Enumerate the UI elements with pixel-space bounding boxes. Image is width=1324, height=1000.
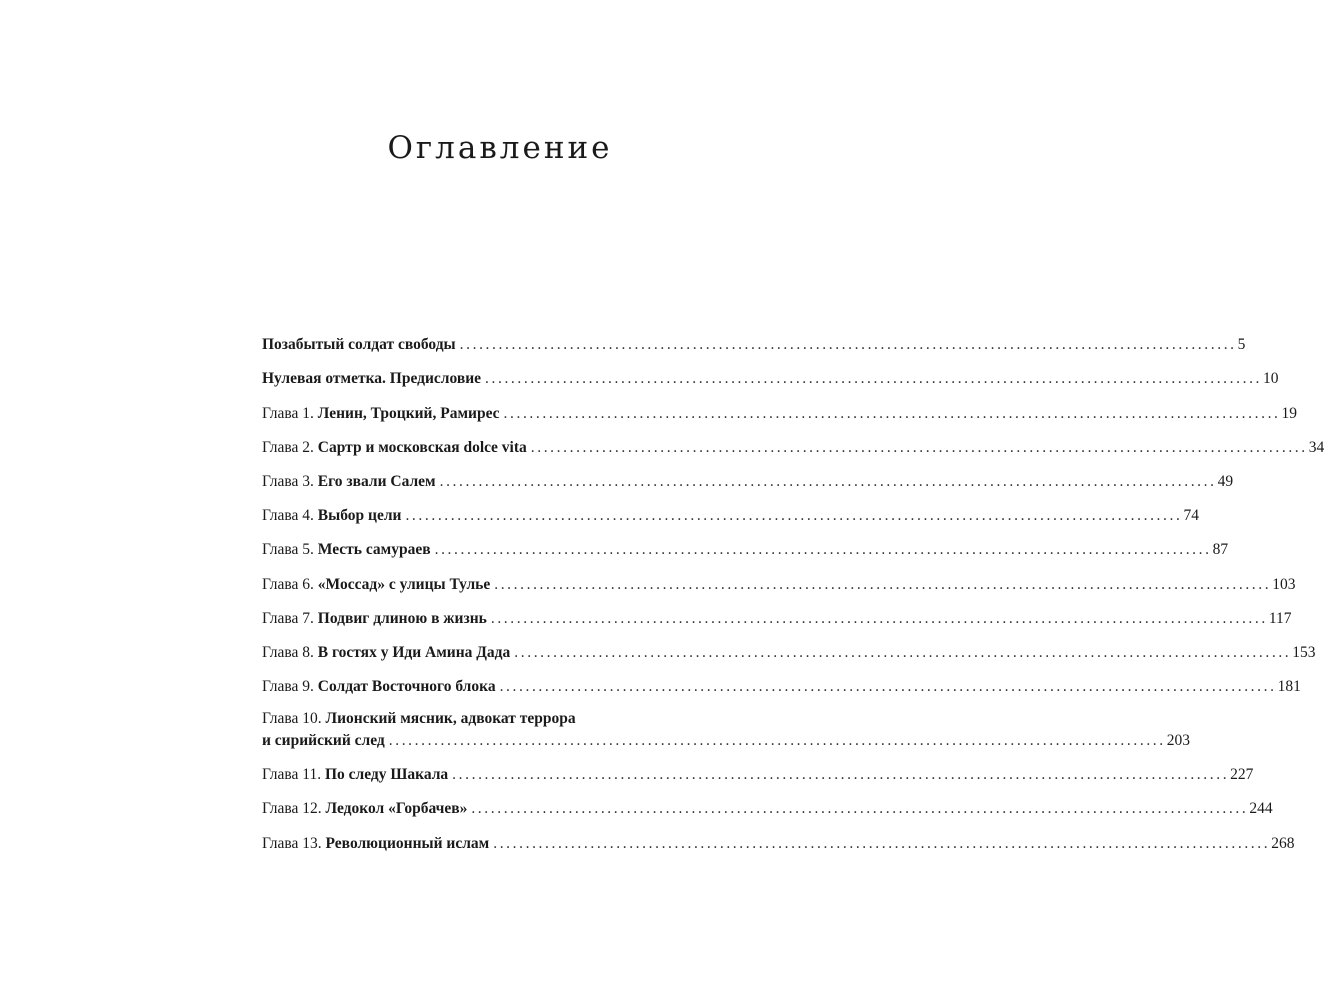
toc-entry-title: Солдат Восточного блока [317, 678, 496, 696]
toc-entry[interactable] [262, 390, 1298, 424]
toc-entry[interactable] [262, 630, 1316, 664]
toc-entry-page: 203 [1166, 732, 1190, 750]
toc-entry[interactable] [262, 356, 1279, 390]
dot-leader: ........................................................................................................................ [388, 732, 1166, 750]
toc-entry[interactable] [262, 596, 1292, 630]
dot-leader: ........................................................................................................................ [471, 800, 1249, 818]
chapter-number: Глава 2. [262, 438, 314, 456]
toc-entry-page: 227 [1230, 766, 1254, 784]
toc-entry-title: По следу Шакала [324, 766, 449, 784]
toc-entry-title: Сартр и московская dolce vita [317, 438, 527, 456]
toc-entry-page: 34 [1308, 438, 1324, 456]
dot-leader: ........................................................................................................................ [434, 541, 1212, 559]
dot-leader: ........................................................................................................................ [530, 438, 1308, 456]
toc-entry[interactable] [262, 752, 1254, 786]
toc-entry-title: Выбор цели [317, 507, 402, 525]
dot-leader: ........................................................................................................................ [499, 678, 1277, 696]
toc-entry-title: Нулевая отметка. Предисловие [262, 370, 482, 388]
chapter-number: Глава 4. [262, 507, 314, 525]
toc-entry-page: 5 [1237, 336, 1246, 354]
toc-entry-page: 268 [1271, 834, 1295, 852]
toc-entry-title: Его звали Салем [317, 472, 436, 490]
toc-entry-title: Ленин, Троцкий, Рамирес [317, 404, 500, 422]
toc-entry[interactable] [262, 698, 1190, 752]
toc-entry[interactable] [262, 820, 1295, 854]
chapter-number: Глава 8. [262, 643, 314, 661]
toc-entry-page: 74 [1183, 507, 1199, 525]
toc-entry[interactable] [262, 425, 1324, 459]
toc-entry-page: 19 [1281, 404, 1298, 422]
chapter-number: Глава 10. [262, 710, 322, 728]
chapter-number: Глава 13. [262, 834, 322, 852]
chapter-number: Глава 6. [262, 575, 314, 593]
toc-entry[interactable] [262, 493, 1199, 527]
dot-leader: ........................................................................................................................ [405, 507, 1183, 525]
chapter-number: Глава 1. [262, 404, 314, 422]
dot-leader: ........................................................................................................................ [452, 766, 1230, 784]
toc-entry-title: Подвиг длиною в жизнь [317, 609, 487, 627]
toc-entry-title: Лионский мясник, адвокат террора [325, 710, 576, 728]
toc-entry-page: 244 [1249, 800, 1273, 818]
dot-leader: ........................................................................................................................ [439, 472, 1217, 490]
toc-entry-title-continued: и сирийский след [262, 732, 385, 750]
toc-entry-page: 153 [1292, 643, 1316, 661]
toc-entry-page: 10 [1263, 370, 1279, 388]
toc-entry-page: 117 [1268, 609, 1292, 627]
toc-entry-title: Позабытый солдат свободы [262, 336, 456, 354]
toc-entry-title: «Моссад» с улицы Тулье [317, 575, 491, 593]
toc-entry-title: В гостях у Иди Амина Дада [317, 643, 511, 661]
toc-entry-page: 49 [1217, 472, 1234, 490]
toc-entry[interactable] [262, 664, 1301, 698]
toc-entry-page: 103 [1272, 575, 1296, 593]
chapter-number: Глава 3. [262, 472, 314, 490]
chapter-number: Глава 12. [262, 800, 322, 818]
chapter-number: Глава 9. [262, 678, 314, 696]
dot-leader: ........................................................................................................................ [494, 575, 1272, 593]
chapter-number: Глава 11. [262, 766, 322, 784]
toc-entry[interactable] [262, 786, 1273, 820]
toc-entry-page: 87 [1212, 541, 1229, 559]
chapter-number: Глава 5. [262, 541, 314, 559]
dot-leader: ........................................................................................................................ [503, 404, 1281, 422]
dot-leader: ........................................................................................................................ [514, 643, 1292, 661]
dot-leader: ........................................................................................................................ [485, 370, 1263, 388]
toc-entry[interactable] [262, 322, 1246, 356]
toc-entry-title: Месть самураев [317, 541, 431, 559]
table-of-contents [262, 322, 1324, 855]
toc-entry[interactable] [262, 561, 1296, 595]
dot-leader: ........................................................................................................................ [459, 336, 1237, 354]
toc-entry[interactable] [262, 527, 1229, 561]
page-title: Оглавление [387, 130, 613, 166]
toc-entry[interactable] [262, 459, 1234, 493]
toc-entry-page: 181 [1277, 678, 1301, 696]
toc-entry-title: Ледокол «Горбачев» [325, 800, 468, 818]
chapter-number: Глава 7. [262, 609, 314, 627]
dot-leader: ........................................................................................................................ [493, 834, 1271, 852]
toc-entry-title: Революционный ислам [325, 834, 490, 852]
dot-leader: ........................................................................................................................ [490, 609, 1268, 627]
